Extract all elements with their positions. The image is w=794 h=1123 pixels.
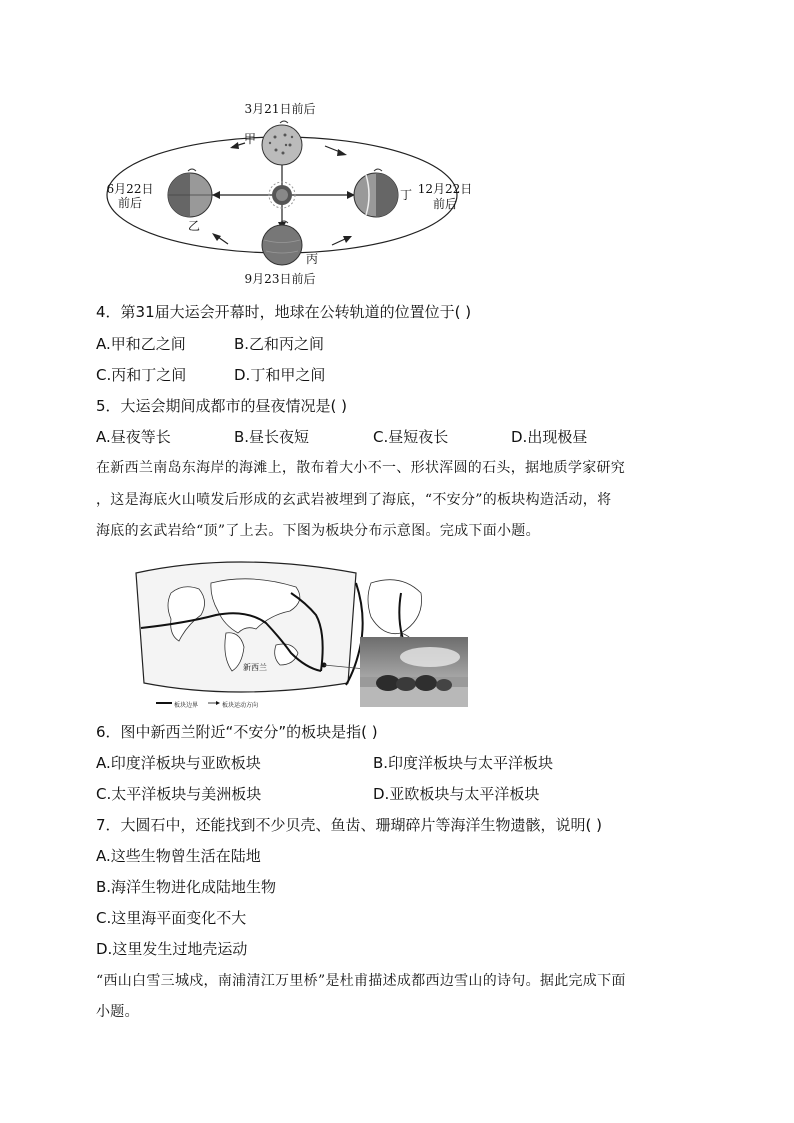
passage1-line3: 海底的玄武岩给“顶”了上去。下图为板块分布示意图。完成下面小题。 <box>96 523 540 539</box>
legend-motion: 板块运动方向 <box>222 702 259 709</box>
q5-option-b: B.昼长夜短 <box>234 428 310 446</box>
boulder-photo-image <box>360 637 468 707</box>
boulder-photo <box>360 637 468 707</box>
legend-boundary: 板块边界 <box>174 702 199 709</box>
q6-stem: 6．图中新西兰附近“不安分”的板块是指( ) <box>96 723 378 741</box>
q7-option-c: C.这里海平面变化不大 <box>96 909 247 927</box>
q6-option-a: A.印度洋板块与亚欧板块 <box>96 754 261 772</box>
label-dec22-line2: 前后 <box>432 197 457 211</box>
q4-option-a: A.甲和乙之间 <box>96 335 186 353</box>
label-dec22-line1: 12月22日 <box>417 182 473 196</box>
q5-option-d: D.出现极昼 <box>511 428 588 446</box>
q7-option-d: D.这里发生过地壳运动 <box>96 940 248 958</box>
passage2-line1: “西山白雪三城戍，南浦清江万里桥”是杜甫描述成都西边雪山的诗句。据此完成下面 <box>96 973 626 989</box>
label-jun22-line2: 前后 <box>117 196 142 210</box>
q7-option-a: A.这些生物曾生活在陆地 <box>96 847 261 865</box>
q5-stem: 5．大运会期间成都市的昼夜情况是( ) <box>96 397 348 415</box>
q4-option-c: C.丙和丁之间 <box>96 366 187 384</box>
orbit-figure <box>100 95 490 295</box>
q7-option-b: B.海洋生物进化成陆地生物 <box>96 878 277 896</box>
label-ding: 丁 <box>399 188 412 202</box>
label-bing: 丙 <box>305 252 318 266</box>
q6-option-b: B.印度洋板块与太平洋板块 <box>373 754 554 772</box>
label-sep23: 9月23日前后 <box>244 272 316 286</box>
label-jun22-line1: 6月22日 <box>106 182 154 196</box>
passage1-line2: ，这是海底火山喷发后形成的玄武岩被埋到了海底，“不安分”的板块构造活动，将 <box>96 492 612 508</box>
q5-option-c: C.昼短夜长 <box>373 428 449 446</box>
label-jia: 甲 <box>243 132 256 146</box>
q6-option-d: D.亚欧板块与太平洋板块 <box>373 785 540 803</box>
q4-stem: 4．第31届大运会开幕时，地球在公转轨道的位置位于( ) <box>96 303 472 321</box>
passage2-line2: 小题。 <box>96 1004 139 1020</box>
q6-option-c: C.太平洋板块与美洲板块 <box>96 785 262 803</box>
passage1-line1: 在新西兰南岛东海岸的海滩上，散布着大小不一、形状浑圆的石头，据地质学家研究 <box>96 460 626 476</box>
q7-stem: 7．大圆石中，还能找到不少贝壳、鱼齿、珊瑚碎片等海洋生物遗骸，说明( ) <box>96 816 603 834</box>
label-yi: 乙 <box>187 219 200 233</box>
nz-label: 新西兰 <box>243 663 267 672</box>
q4-option-b: B.乙和丙之间 <box>234 335 325 353</box>
q4-option-d: D.丁和甲之间 <box>234 366 326 384</box>
q5-option-a: A.昼夜等长 <box>96 428 171 446</box>
label-mar21: 3月21日前后 <box>244 102 316 116</box>
